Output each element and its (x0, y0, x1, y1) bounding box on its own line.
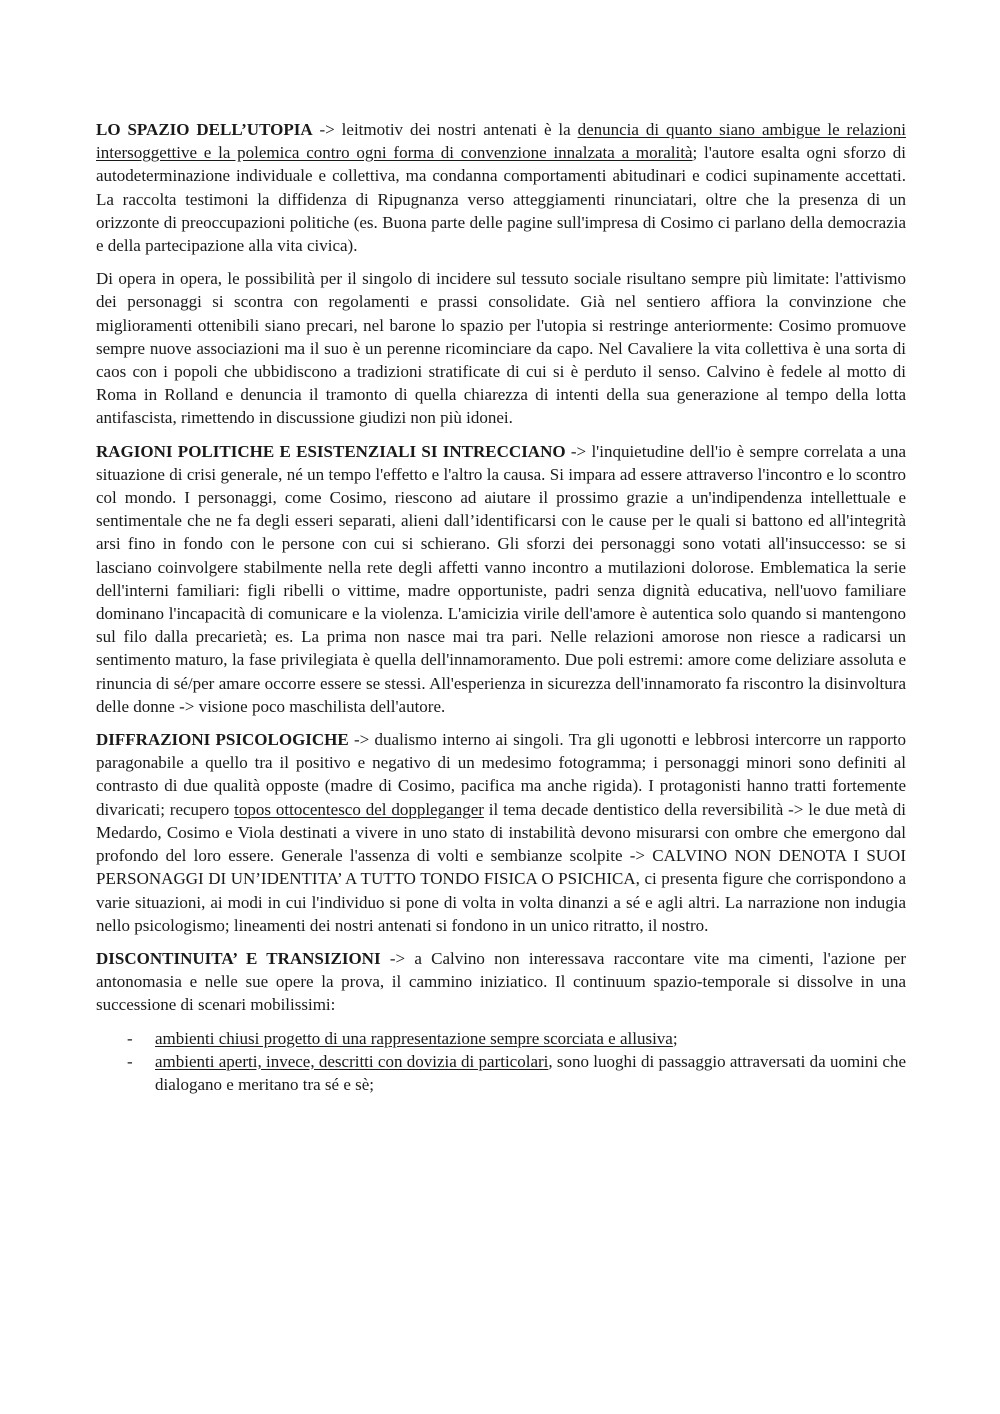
bullet-list (96, 1027, 906, 1097)
list-item-text: , sono luoghi di passaggio attraversati da uomini che dialogano e meritano tra sé e sè; (155, 1051, 906, 1094)
list-item-text: ; (672, 1028, 678, 1048)
section-heading: DIFFRAZIONI PSICOLOGICHE (96, 730, 349, 750)
paragraph-opera-in-opera (96, 267, 906, 429)
arrow-text: -> (565, 441, 592, 461)
paragraph-text: dualismo interno ai singoli. Tra gli ugonotti e lebbrosi intercorre un rapporto paragonabile a quello tra il positivo e negativo di un medesimo fotogramma; i personaggi minori sono definiti al contrasto di due qualità opposte (madre di Cosimo, pacifica ma anche rigida). I protagonisti hanno tratti fortemente divaricati; recupero (96, 730, 907, 819)
section-heading: LO SPAZIO DELL’UTOPIA (96, 120, 313, 139)
dash-marker: - (127, 1051, 133, 1071)
paragraph-discontinuita (96, 947, 906, 1017)
list-item (96, 1050, 906, 1096)
underlined-text: ambienti aperti, invece, descritti con dovizia di particolari (155, 1051, 549, 1071)
paragraph-diffrazioni (96, 728, 906, 937)
paragraph-text: l'inquietudine dell'io è sempre correlata a una situazione di crisi generale, né un tempo l'effetto e l'altro la causa. Si impara ad essere attraverso l'incontro e lo scontro col mondo. I personaggi, come Cosimo, riescono ad aiutare il prossimo grazie a un'indipendenza intellettuale e sentimentale che ne fa degli esseri separati, alieni dall’identificarsi con le cause per le quali si battono ed all'integrità arsi fino in fondo con le persone con cui si schierano. Gli sforzi dei personaggi sono votati all'insuccesso: se si lasciano coinvolgere stabilmente nella rete degli affetti vanno incontro a mutilazioni dolorose. Emblematica la serie dell'interni familiari: figli ribelli o vittime, madre opportuniste, padri senza dignità educativa, nell'uovo familiare dominano l'incapacità di comunicare e la violenza. L'amicizia virile dell'amore è autentica solo quando si mantengono sul filo dalla precarietà; es. La prima non nasce mai tra pari. Nelle relazioni amorose non riesce a radicarsi un sentimento maturo, la fase privilegiata è quella dell'innamoramento. Due poli estremi: amore come deliziare assoluta e rinuncia di sé/per amare occorre essere se stessi. All'esperienza in sicurezza dell'innamorato fa riscontro la disinvoltura delle donne -> visione poco maschilista dell'autore. (96, 441, 906, 716)
paragraph-text: ; l'autore esalta ogni sforzo di autodeterminazione individuale e collettiva, ma condanna comportamenti abitudinari e codici supinamente accettati. La raccolta testimoni la diffidenza di Ripugnanza verso atteggiamenti rinunciatari, oltre che la presenza di un orizzonte di preoccupazioni politiche (es. Buona parte delle pagine sull'impresa di Cosimo ci parlano della democrazia e della partecipazione alla vita civica). (96, 143, 906, 256)
paragraph-spazio-utopia (96, 118, 906, 257)
paragraph-text: a Calvino non interessava raccontare vite ma cimenti, l'azione per antonomasia e nelle sue opere la prova, il cammino iniziatico. Il continuum spazio-temporale si dissolve in una successione di scenari mobilissimi: (96, 948, 907, 1015)
dash-marker: - (127, 1028, 133, 1048)
arrow-text: -> (380, 948, 415, 968)
paragraph-text: Di opera in opera, le possibilità per il singolo di incidere sul tessuto sociale risultano sempre più limitate: l'attivismo dei personaggi si scontra con regolamenti e prassi consolidate. Già nel sentiero affiora la convinzione che miglioramenti ottenibili siano precari, nel barone lo spazio per l'utopia si restringe anteriormente: Cosimo promuove sempre nuove associazioni ma il suo è un perenne ricominciare da capo. Nel Cavaliere la vita collettiva è una sorta di caos con i popoli che ubbidiscono a tradizioni stratificate di cui si è perduto il senso. Calvino è fedele al motto di Roma in Rolland e denuncia il tramonto di quella chiarezza di intenti della sua generazione al tempo della lotta antifascista, rimettendo in discussione giudizi non più idonei. (96, 269, 906, 428)
section-heading: RAGIONI POLITICHE E ESISTENZIALI SI INTRECCIANO (96, 441, 566, 461)
underlined-text: denuncia di quanto siano ambigue le relazioni intersoggettive e la polemica contro ogni forma di convenzione innalzata a moralità (96, 120, 907, 163)
section-heading: DISCONTINUITA’ E TRANSIZIONI (96, 948, 381, 968)
arrow-text: -> (348, 730, 375, 750)
paragraph-text: leitmotiv dei nostri antenati è la (341, 120, 578, 139)
underlined-text: ambienti chiusi progetto di una rappresentazione sempre scorciata e allusiva (155, 1028, 673, 1048)
list-item (96, 1027, 906, 1050)
underlined-text: topos ottocentesco del doppleganger (234, 799, 484, 819)
document-page (96, 118, 906, 1096)
paragraph-ragioni-politiche (96, 440, 906, 718)
arrow-text: -> (312, 120, 342, 139)
paragraph-text: il tema decade dentistico della reversibilità -> le due metà di Medardo, Cosimo e Viola destinati a vivere in uno stato di instabilità devono misurarsi con ombre che emergono dal profondo del loro essere. Generale l'assenza di volti e sembianze scolpite -> CALVINO NON DENOTA I SUOI PERSONAGGI DI UN’IDENTITA’ A TUTTO TONDO FISICA O PSICHICA, ci presenta figure che corrispondono a varie situazioni, ai modi in cui l'individuo si pone di volta in volta dinanzi a sé e agli altri. La narrazione non indugia nello psicologismo; lineamenti dei nostri antenati si fondono in un unico ritratto, il nostro. (96, 799, 906, 935)
